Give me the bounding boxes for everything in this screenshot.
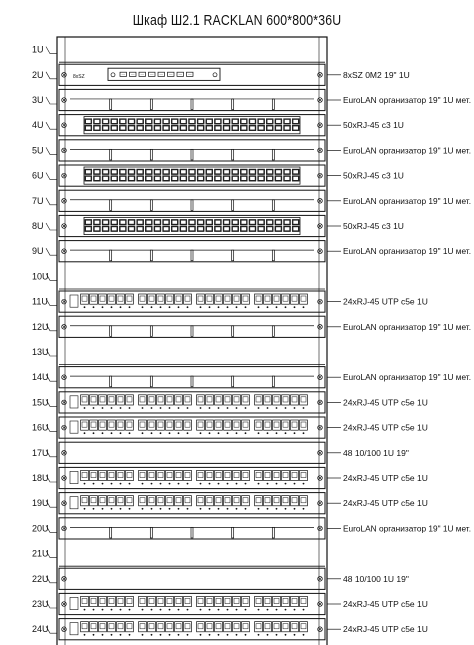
cable-ring xyxy=(191,527,193,538)
rack-unit-1u xyxy=(32,45,325,63)
cable-ring xyxy=(232,326,234,337)
unit-number: 7U xyxy=(32,195,44,206)
unit-number: 24U xyxy=(32,624,49,635)
unit-number: 1U xyxy=(32,44,44,55)
device-label: 24xRJ-45 UTP c5e 1U xyxy=(343,599,428,609)
diagram-title: Шкаф Ш2.1 RACKLAN 600*800*36U xyxy=(132,12,342,29)
cable-ring xyxy=(150,326,152,337)
rack-unit-17u xyxy=(32,442,409,463)
cable-ring xyxy=(150,376,152,387)
device-label: 48 10/100 1U 19" xyxy=(343,447,409,458)
device-label: 24xRJ-45 UTP c5e 1U xyxy=(343,498,428,509)
unit-number: 2U xyxy=(32,69,44,80)
rack-unit-16u xyxy=(32,417,428,438)
device-label: EuroLAN организатор 19" 1U мет. xyxy=(343,321,471,332)
device-label: 8xSZ 0M2 19" 1U xyxy=(343,69,410,80)
unit-number: 5U xyxy=(32,145,44,156)
unit-number: 10U xyxy=(32,271,49,282)
unit-number: 19U xyxy=(32,498,49,509)
unit-number: 3U xyxy=(32,95,44,105)
device-label: 24xRJ-45 UTP c5e 1U xyxy=(343,397,428,408)
unit-number: 4U xyxy=(32,120,44,131)
rack-unit-12u xyxy=(32,316,471,337)
cable-ring xyxy=(191,200,193,211)
svg-text:8xSZ: 8xSZ xyxy=(73,73,85,80)
cable-ring xyxy=(150,149,152,160)
unit-number: 22U xyxy=(32,573,49,584)
rack-unit-22u xyxy=(32,568,409,589)
device-label: EuroLAN организатор 19" 1U мет. xyxy=(343,95,471,105)
cable-ring xyxy=(272,200,274,211)
cable-ring xyxy=(191,376,193,387)
cable-ring xyxy=(232,376,234,387)
rack-unit-2u xyxy=(32,64,410,85)
rack-unit-21u xyxy=(32,549,325,567)
device-label: EuroLAN организатор 19" 1U мет. xyxy=(343,372,471,383)
cable-ring xyxy=(110,376,112,387)
cable-ring xyxy=(272,376,274,387)
cable-ring xyxy=(110,200,112,211)
device-label: 24xRJ-45 UTP c5e 1U xyxy=(343,624,428,635)
cable-ring xyxy=(110,149,112,160)
cable-ring xyxy=(110,99,112,110)
unit-number: 14U xyxy=(32,372,49,383)
cable-ring xyxy=(150,527,152,538)
cable-ring xyxy=(272,326,274,337)
rack-unit-10u xyxy=(32,271,325,289)
cable-ring xyxy=(110,250,112,261)
rack-unit-14u xyxy=(32,367,471,388)
rack-unit-24u xyxy=(32,619,428,640)
cable-ring xyxy=(191,326,193,337)
device-label: EuroLAN организатор 19" 1U мет. xyxy=(343,246,471,257)
rack-unit-23u xyxy=(32,593,428,614)
rack-unit-6u xyxy=(32,165,404,186)
cable-ring xyxy=(150,200,152,211)
rack-unit-18u xyxy=(32,467,428,488)
cable-ring xyxy=(232,250,234,261)
unit-number: 15U xyxy=(32,397,49,408)
unit-number: 11U xyxy=(32,296,48,307)
cable-ring xyxy=(232,149,234,160)
unit-number: 12U xyxy=(32,321,49,332)
device-label: EuroLAN организатор 19" 1U мет. xyxy=(343,523,471,534)
device-label: 24xRJ-45 UTP c5e 1U xyxy=(343,473,428,483)
cable-ring xyxy=(232,99,234,110)
unit-number: 18U xyxy=(32,473,49,483)
cable-ring xyxy=(272,527,274,538)
unit-number: 20U xyxy=(32,523,49,534)
rack-unit-15u xyxy=(32,392,428,413)
cable-ring xyxy=(272,149,274,160)
unit-number: 8U xyxy=(32,221,44,231)
device-label: 24xRJ-45 UTP c5e 1U xyxy=(343,296,428,307)
rack-unit-19u xyxy=(32,493,428,514)
cable-ring xyxy=(150,250,152,261)
device-label: 48 10/100 1U 19" xyxy=(343,573,409,584)
cable-ring xyxy=(191,149,193,160)
unit-number: 6U xyxy=(32,170,44,181)
rack-unit-8u xyxy=(32,215,404,236)
rack-unit-3u xyxy=(32,89,471,110)
rack-unit-5u xyxy=(32,140,471,161)
unit-number: 23U xyxy=(32,599,49,609)
cable-ring xyxy=(232,527,234,538)
rack-unit-4u xyxy=(32,115,404,136)
device-label: EuroLAN организатор 19" 1U мет. xyxy=(343,145,471,156)
unit-number: 21U xyxy=(32,548,49,559)
unit-number: 17U xyxy=(32,447,49,458)
rack-unit-7u xyxy=(32,190,471,211)
device-label: EuroLAN организатор 19" 1U мет. xyxy=(343,195,471,206)
cable-ring xyxy=(272,99,274,110)
rack-unit-11u xyxy=(32,291,428,312)
cable-ring xyxy=(110,326,112,337)
cable-ring xyxy=(110,527,112,538)
cable-ring xyxy=(150,99,152,110)
unit-number: 9U xyxy=(32,246,44,257)
cable-ring xyxy=(191,250,193,261)
device-label: 24xRJ-45 UTP c5e 1U xyxy=(343,422,428,433)
rack-unit-9u xyxy=(32,241,471,262)
cable-ring xyxy=(191,99,193,110)
device-label: 50xRJ-45 c3 1U xyxy=(343,170,404,181)
cable-ring xyxy=(272,250,274,261)
rack-unit-13u xyxy=(32,347,325,365)
unit-number: 13U xyxy=(32,347,49,357)
device-label: 50xRJ-45 c3 1U xyxy=(343,221,404,231)
rack-unit-20u xyxy=(32,518,471,539)
device-label: 50xRJ-45 c3 1U xyxy=(343,120,404,131)
unit-number: 16U xyxy=(32,422,49,433)
cable-ring xyxy=(232,200,234,211)
